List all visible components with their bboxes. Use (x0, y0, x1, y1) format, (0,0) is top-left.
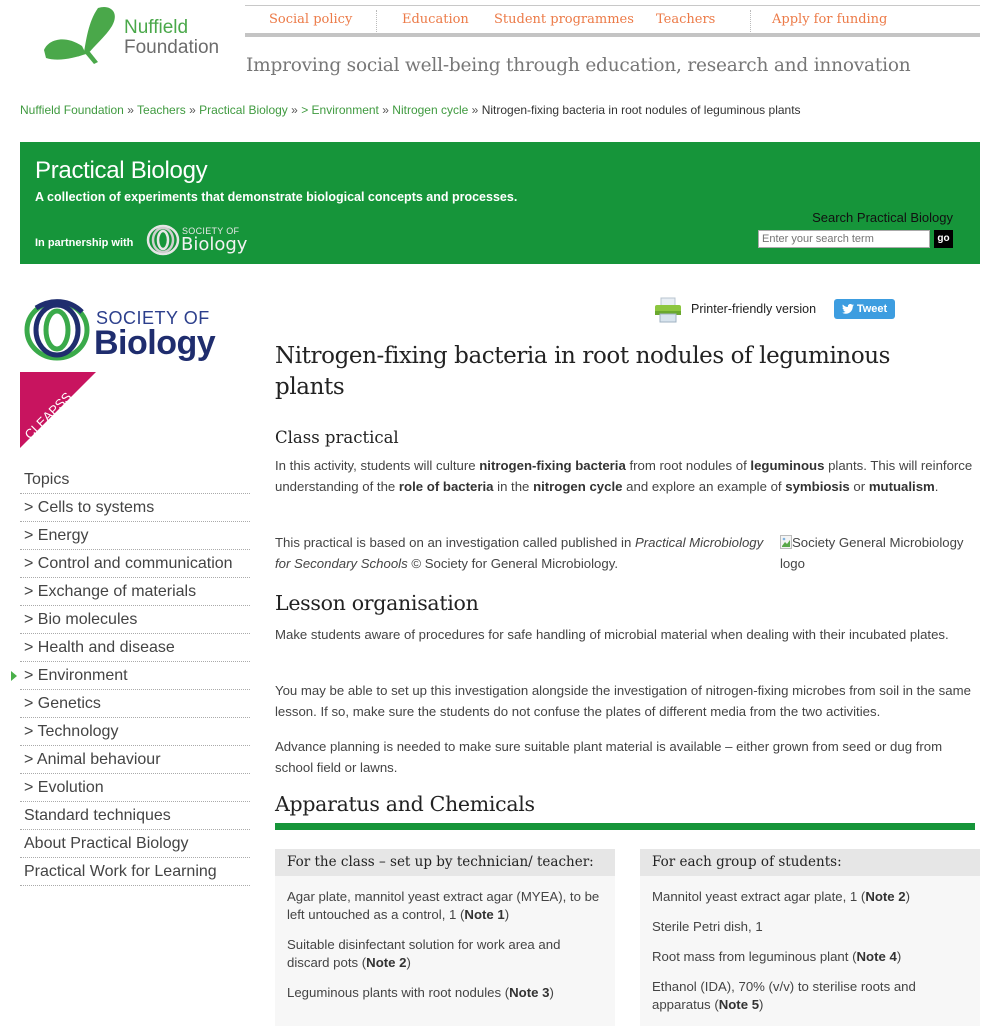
society-biology-rings-icon (145, 222, 181, 258)
sidebar-item-label: About Practical Biology (24, 835, 189, 852)
twitter-bird-icon (842, 304, 854, 314)
sidebar-item-label: Practical Work for Learning (24, 863, 217, 880)
nav-social-policy[interactable]: Social policy (269, 12, 353, 27)
sidebar-item-genetics[interactable] (20, 690, 250, 718)
breadcrumb-link-nuffield[interactable]: Nuffield Foundation (20, 103, 124, 117)
sidebar-item-standard-techniques[interactable] (20, 802, 250, 830)
partner-logo-line-1: SOCIETY OF (182, 226, 240, 236)
sidebar-item-label: > Cells to systems (24, 499, 155, 516)
banner-title[interactable]: Practical Biology (35, 157, 208, 184)
sidebar-item-health-and-disease[interactable] (20, 634, 250, 662)
breadcrumb-link-nitrogen-cycle[interactable]: Nitrogen cycle (392, 103, 469, 117)
apparatus-item: Suitable disinfectant solution for work area and discard pots (Note 2) (287, 937, 561, 970)
sidebar-item-environment[interactable] (20, 662, 250, 690)
nav-student-programmes[interactable]: Student programmes (494, 12, 634, 27)
lesson-organisation-heading: Lesson organisation (275, 591, 479, 615)
seed-leaf-icon (38, 4, 128, 70)
sidebar-item-exchange-of-materials[interactable] (20, 578, 250, 606)
nav-divider (376, 10, 377, 32)
nav-divider (750, 10, 751, 32)
sidebar-item-evolution[interactable] (20, 774, 250, 802)
practical-biology-banner (20, 142, 980, 264)
lesson-paragraph: Advance planning is needed to make sure suitable plant material is available – either grown from seed or dug from school field or lawns. (275, 739, 943, 775)
sidebar-item-label: > Environment (24, 667, 128, 684)
partnership-label: In partnership with (35, 237, 134, 249)
lesson-paragraph: Make students aware of procedures for safe handling of microbial material when dealing with their incubated plates. (275, 627, 949, 642)
lesson-paragraph: You may be able to set up this investigation alongside the investigation of nitrogen-fixing microbes from soil in the same lesson. If so, make sure the students do not confuse the plates of different media from the two activities. (275, 683, 971, 719)
printer-friendly-link[interactable]: Printer-friendly version (691, 302, 817, 316)
sidebar-item-energy[interactable] (20, 522, 250, 550)
sidebar-item-label: > Bio molecules (24, 611, 138, 628)
source-reference: This practical is based on an investigation called published in Practical Microbiology for Secondary Schools © Society for General Microbiology. (275, 535, 764, 571)
sidebar-item-practical-work-for-learning[interactable] (20, 858, 250, 886)
intro-paragraph: In this activity, students will culture nitrogen-fixing bacteria from root nodules of leguminous plants. This will reinforce understanding of the role of bacteria in the nitrogen cycle and explore an example of symbiosis or mutualism. (275, 458, 973, 494)
logo-line-2: Foundation (124, 37, 220, 58)
society-of-biology-banner-logo[interactable] (145, 220, 255, 260)
active-arrow-icon (11, 671, 17, 681)
top-navigation (245, 5, 980, 37)
sidebar-item-label: > Technology (24, 723, 119, 740)
section-divider (275, 823, 975, 830)
sidebar-item-technology[interactable] (20, 718, 250, 746)
tweet-label: Tweet (856, 303, 888, 315)
class-apparatus-heading: For the class – set up by technician/ teacher: (275, 849, 615, 876)
breadcrumb-separator: » (189, 103, 196, 117)
breadcrumb (20, 103, 801, 117)
nav-teachers[interactable]: Teachers (656, 12, 716, 27)
apparatus-item: Mannitol yeast extract agar plate, 1 (Note 2) (652, 889, 911, 904)
partner-logo-line-2: Biology (181, 234, 248, 255)
apparatus-item: Leguminous plants with root nodules (Note 3) (287, 985, 554, 1000)
banner-subtitle: A collection of experiments that demonstrate biological concepts and processes. (35, 190, 518, 204)
topics-heading-label: Topics (24, 471, 70, 488)
class-apparatus-box (275, 849, 615, 1026)
group-apparatus-heading: For each group of students: (640, 849, 980, 876)
sidebar-item-about-practical-biology[interactable] (20, 830, 250, 858)
breadcrumb-link-environment[interactable]: > Environment (301, 103, 379, 117)
group-apparatus-box (640, 849, 980, 1026)
apparatus-item: Agar plate, mannitol yeast extract agar (MYEA), to be left untouched as a control, 1 (Note 1) (287, 889, 600, 922)
breadcrumb-separator: » (291, 103, 298, 117)
search-input[interactable] (758, 230, 930, 248)
society-of-biology-logo[interactable] (22, 294, 222, 366)
broken-image-icon (780, 535, 792, 549)
broken-image-alt-text: Society General Microbiology logo (780, 535, 964, 571)
apparatus-heading: Apparatus and Chemicals (275, 792, 535, 816)
sidebar-item-label: > Genetics (24, 695, 101, 712)
cleapss-badge[interactable] (20, 372, 96, 448)
breadcrumb-current: Nitrogen-fixing bacteria in root nodules of leguminous plants (481, 103, 801, 117)
sidebar-item-cells-to-systems[interactable] (20, 494, 250, 522)
apparatus-item: Root mass from leguminous plant (Note 4) (652, 949, 902, 964)
sob-logo-line-1: SOCIETY OF (96, 308, 210, 328)
sidebar-item-animal-behaviour[interactable] (20, 746, 250, 774)
sidebar-item-label: > Animal behaviour (24, 751, 161, 768)
practical-type-heading: Class practical (275, 428, 399, 447)
topics-heading (20, 466, 250, 494)
sidebar-item-control-and-communication[interactable] (20, 550, 250, 578)
sgm-logo-broken-image (780, 532, 985, 574)
search-label: Search Practical Biology (812, 210, 953, 225)
search-go-button[interactable]: go (934, 230, 953, 248)
sidebar-item-label: > Health and disease (24, 639, 175, 656)
breadcrumb-separator: » (382, 103, 389, 117)
logo-line-1: Nuffield (124, 17, 189, 38)
sidebar-item-label: > Control and communication (24, 555, 233, 572)
breadcrumb-link-practical-biology[interactable]: Practical Biology (199, 103, 288, 117)
site-tagline: Improving social well-being through education, research and innovation (246, 55, 911, 76)
sidebar-item-bio-molecules[interactable] (20, 606, 250, 634)
nuffield-foundation-logo[interactable] (38, 4, 218, 70)
sidebar-item-label: Standard techniques (24, 807, 171, 824)
nav-education[interactable]: Education (402, 12, 469, 27)
tweet-button[interactable] (834, 299, 895, 319)
page-title: Nitrogen-fixing bacteria in root nodules of leguminous plants (275, 343, 891, 400)
sob-logo-line-2: Biology (94, 324, 216, 362)
apparatus-item: Sterile Petri dish, 1 (652, 919, 763, 934)
sidebar-item-label: > Energy (24, 527, 89, 544)
breadcrumb-separator: » (127, 103, 134, 117)
sidebar-item-label: > Exchange of materials (24, 583, 197, 600)
topics-menu (20, 466, 250, 886)
sidebar-item-label: > Evolution (24, 779, 104, 796)
society-biology-rings-icon (22, 294, 92, 364)
nav-apply-for-funding[interactable]: Apply for funding (772, 12, 888, 27)
printer-icon[interactable] (654, 297, 682, 323)
cleapss-text: CLEAPSS (21, 389, 75, 443)
apparatus-item: Ethanol (IDA), 70% (v/v) to sterilise roots and apparatus (Note 5) (652, 979, 916, 1012)
breadcrumb-link-teachers[interactable]: Teachers (137, 103, 186, 117)
breadcrumb-separator: » (471, 103, 479, 117)
